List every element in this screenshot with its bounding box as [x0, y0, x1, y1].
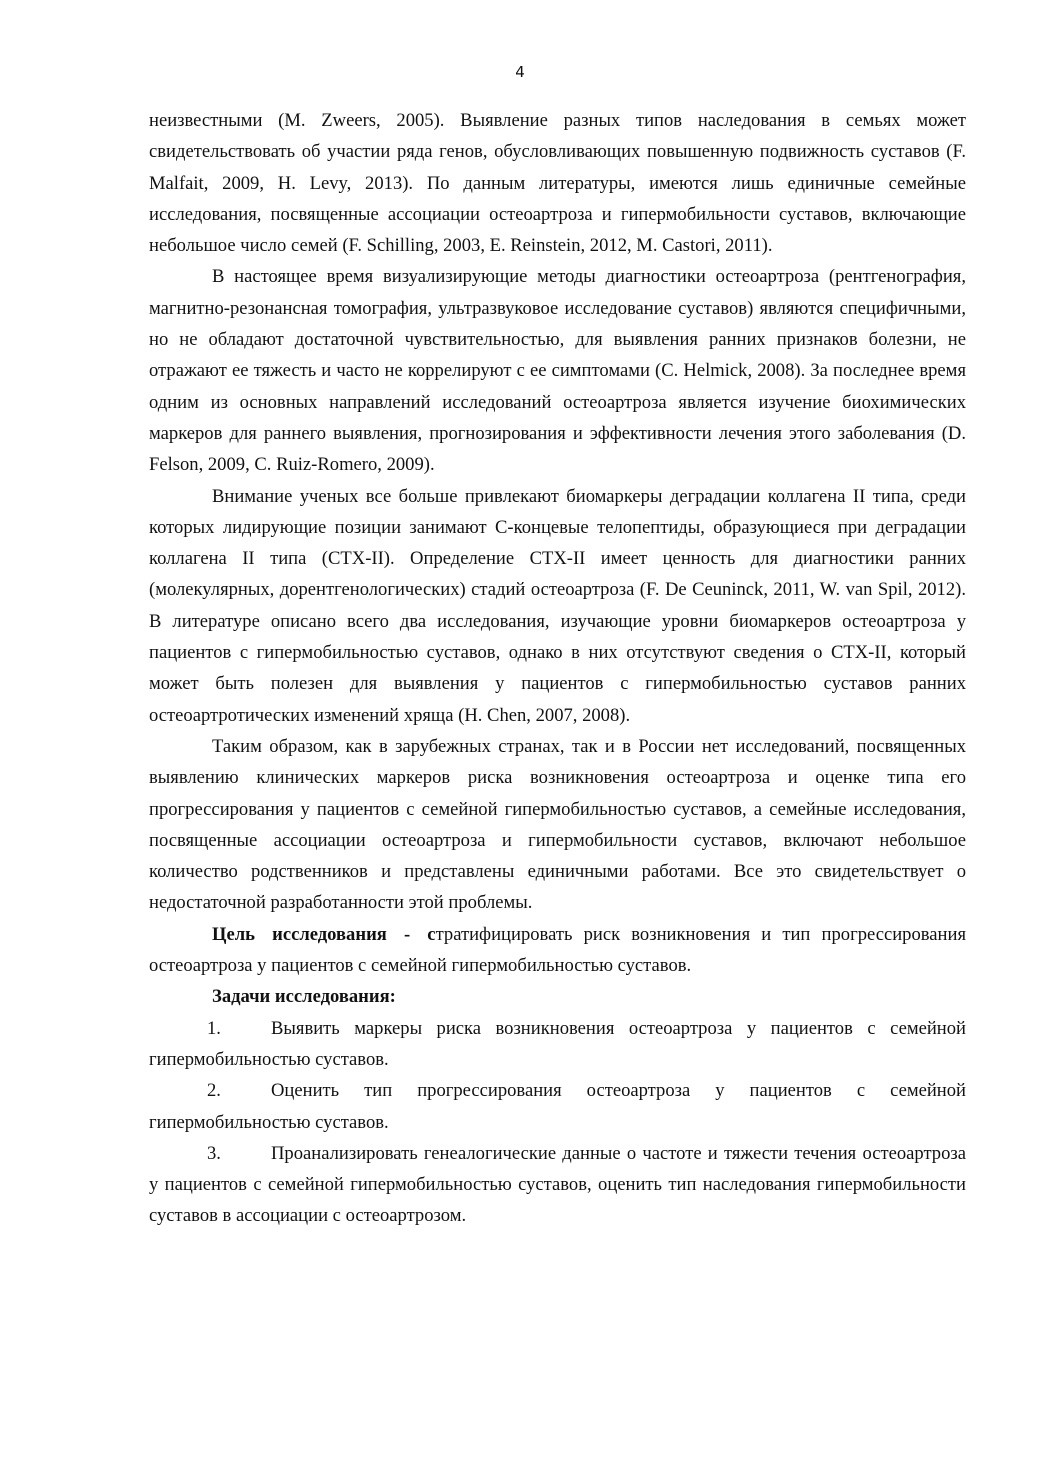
research-goal-text: тратифицировать риск возникновения и тип прогрессирования остеоартроза у пациентов с семейной гипермобильностью суставов.	[149, 923, 966, 977]
task-number: 2.	[207, 1080, 221, 1102]
task-number: 1.	[207, 1017, 221, 1039]
task-item-1	[149, 1013, 966, 1076]
task-item-2	[149, 1075, 966, 1138]
research-goal	[149, 919, 966, 982]
document-body	[149, 105, 966, 1232]
paragraph-imaging-methods: В настоящее время визуализирующие методы диагностики остеоартроза (рентгенография, магнитно-резонансная томография, ультразвуковое исследование суставов) являются специфичными, но не обладают достаточной чувствительностью, для выявления ранних признаков болезни, не отражают ее тяжесть и часто не коррелируют с ее симптомами (C. Helmick, 2008). За последнее время одним из основных направлений исследований остеоартроза является изучение биохимических маркеров для раннего выявления, прогнозирования и эффективности лечения этого заболевания (D. Felson, 2009, C. Ruiz-Romero, 2009).	[149, 266, 966, 476]
paragraph-continuation: неизвестными (M. Zweers, 2005). Выявление разных типов наследования в семьях может свидетельствовать об участии ряда генов, обусловливающих повышенную подвижность суставов (F. Malfait, 2009, H. Levy, 2013). По данным литературы, имеются лишь единичные семейные исследования, посвященные ассоциации остеоартроза и гипермобильности суставов, включающие небольшое число семей (F. Schilling, 2003, E. Reinstein, 2012, M. Castori, 2011).	[149, 110, 966, 257]
task-number: 3.	[207, 1142, 221, 1164]
task-text: Оценить тип прогрессирования остеоартроза у пациентов с семейной гипермобильностью суставов.	[149, 1080, 966, 1133]
research-goal-label: Цель исследования - с	[212, 923, 436, 945]
task-item-3	[149, 1138, 966, 1232]
page-number: 4	[515, 63, 525, 81]
task-text: Выявить маркеры риска возникновения остеоартроза у пациентов с семейной гипермобильностью суставов.	[149, 1017, 966, 1070]
paragraph-conclusion: Таким образом, как в зарубежных странах, так и в России нет исследований, посвященных выявлению клинических маркеров риска возникновения остеоартроза и оценке типа его прогрессирования у пациентов с семейной гипермобильностью суставов, а семейные исследования, посвященные ассоциации остеоартроза и гипермобильности суставов, включают небольшое количество родственников и представлены единичными работами. Все это свидетельствует о недостаточной разработанности этой проблемы.	[149, 735, 966, 914]
paragraph-biomarkers: Внимание ученых все больше привлекают биомаркеры деградации коллагена II типа, среди которых лидирующие позиции занимают С-концевые телопептиды, образующиеся при деградации коллагена II типа (CTX-II). Определение CTX-II имеет ценность для диагностики ранних (молекулярных, дорентгенологических) стадий остеоартроза (F. De Ceuninck, 2011, W. van Spil, 2012). В литературе описано всего два исследования, изучающие уровни биомаркеров остеоартроза у пациентов с гипермобильностью суставов, однако в них отсутствуют сведения о CTX-II, который может быть полезен для выявления у пациентов с гипермобильностью суставов ранних остеоартротических изменений хряща (H. Chen, 2007, 2008).	[149, 485, 966, 726]
task-text: Проанализировать генеалогические данные о частоте и тяжести течения остеоартроза у пациентов с семейной гипермобильностью суставов, оценить тип наследования гипермобильности суставов в ассоциации с остеоартрозом.	[149, 1142, 966, 1227]
tasks-heading: Задачи исследования:	[212, 986, 396, 1008]
